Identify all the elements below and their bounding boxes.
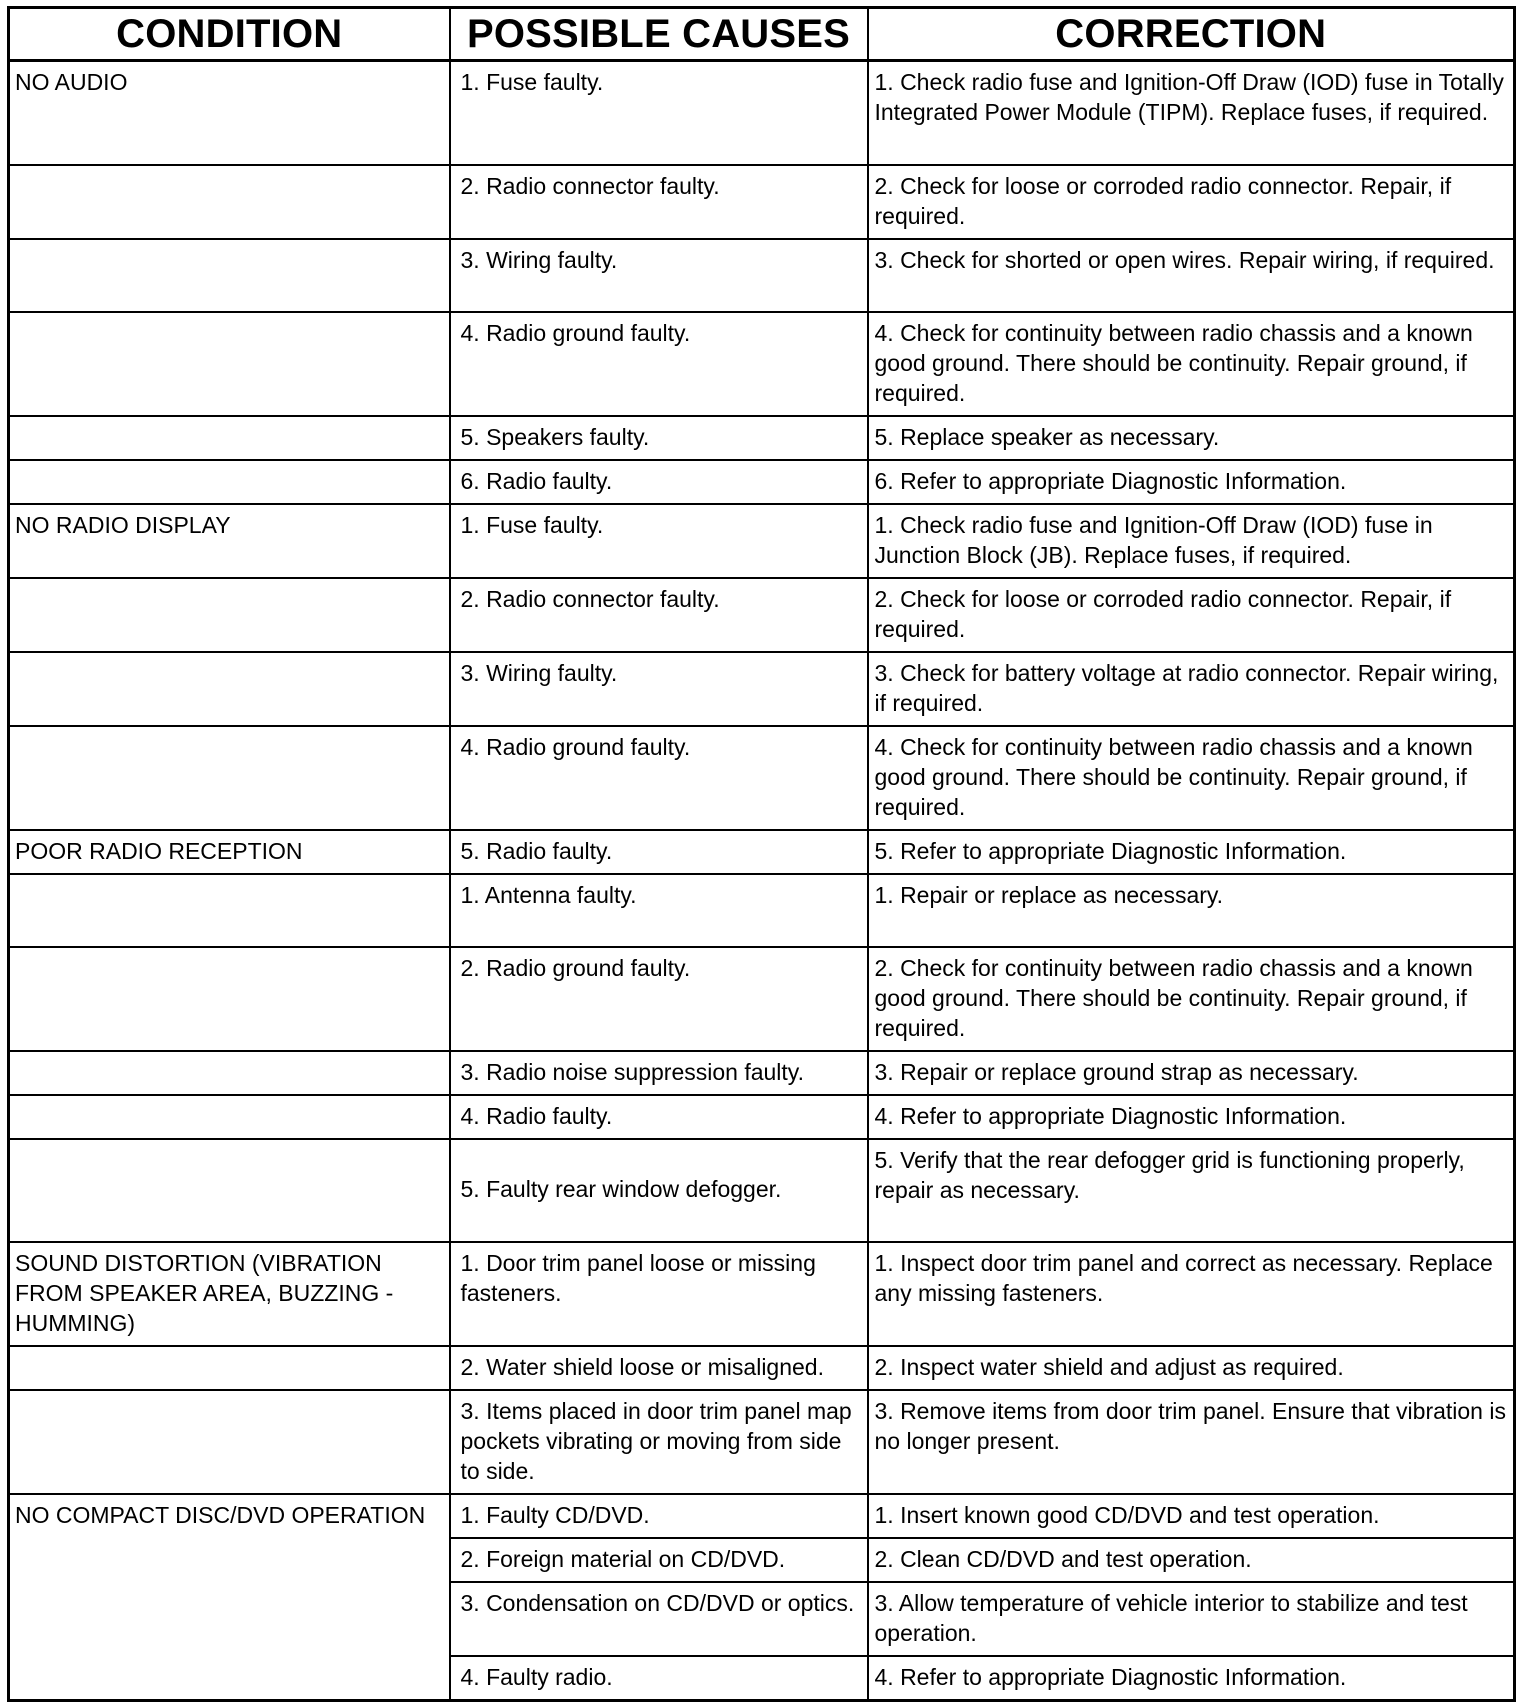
condition-cell [9,460,450,504]
condition-cell [9,652,450,726]
cause-cell: 4. Faulty radio. [450,1656,868,1701]
correction-cell: 5. Refer to appropriate Diagnostic Information. [868,830,1515,874]
cause-cell: 3. Radio noise suppression faulty. [450,1051,868,1095]
table-row [9,61,1515,165]
cause-cell: 1. Door trim panel loose or missing fasteners. [450,1242,868,1346]
correction-cell: 2. Check for loose or corroded radio connector. Repair, if required. [868,578,1515,652]
header-row [9,8,1515,61]
table-row [9,312,1515,416]
table-row [9,165,1515,239]
table-row [9,726,1515,830]
table-row [9,1139,1515,1242]
cause-cell: 2. Radio connector faulty. [450,165,868,239]
cause-cell: 3. Items placed in door trim panel map pockets vibrating or moving from side to side. [450,1390,868,1494]
correction-cell: 3. Check for battery voltage at radio connector. Repair wiring, if required. [868,652,1515,726]
cause-cell: 3. Condensation on CD/DVD or optics. [450,1582,868,1656]
correction-cell: 2. Check for loose or corroded radio connector. Repair, if required. [868,165,1515,239]
condition-cell [9,1095,450,1139]
diagnosis-table [7,6,1516,1702]
condition-cell [9,165,450,239]
header-possible-causes: POSSIBLE CAUSES [450,8,868,61]
table-row [9,830,1515,874]
correction-cell: 2. Clean CD/DVD and test operation. [868,1538,1515,1582]
table-row [9,504,1515,578]
table-row [9,1242,1515,1346]
correction-cell: 3. Allow temperature of vehicle interior to stabilize and test operation. [868,1582,1515,1656]
correction-cell: 5. Replace speaker as necessary. [868,416,1515,460]
condition-cell: NO COMPACT DISC/DVD OPERATION [9,1494,450,1701]
table-row [9,1095,1515,1139]
correction-cell: 1. Check radio fuse and Ignition-Off Draw (IOD) fuse in Totally Integrated Power Module (TIPM). Replace fuses, if required. [868,61,1515,165]
correction-cell: 3. Remove items from door trim panel. Ensure that vibration is no longer present. [868,1390,1515,1494]
cause-cell: 2. Radio connector faulty. [450,578,868,652]
table-row [9,416,1515,460]
cause-cell: 1. Faulty CD/DVD. [450,1494,868,1538]
correction-cell: 4. Refer to appropriate Diagnostic Information. [868,1095,1515,1139]
correction-cell: 4. Refer to appropriate Diagnostic Information. [868,1656,1515,1701]
cause-cell: 2. Water shield loose or misaligned. [450,1346,868,1390]
condition-cell [9,726,450,830]
cause-cell: 6. Radio faulty. [450,460,868,504]
condition-cell: POOR RADIO RECEPTION [9,830,450,874]
table-row [9,460,1515,504]
correction-cell: 3. Check for shorted or open wires. Repair wiring, if required. [868,239,1515,312]
correction-cell: 1. Inspect door trim panel and correct as necessary. Replace any missing fasteners. [868,1242,1515,1346]
condition-cell [9,1390,450,1494]
condition-cell [9,239,450,312]
cause-cell: 1. Fuse faulty. [450,61,868,165]
cause-cell: 2. Foreign material on CD/DVD. [450,1538,868,1582]
condition-cell [9,578,450,652]
condition-cell: SOUND DISTORTION (VIBRATION FROM SPEAKER AREA, BUZZING - HUMMING) [9,1242,450,1346]
correction-cell: 4. Check for continuity between radio chassis and a known good ground. There should be continuity. Repair ground, if required. [868,312,1515,416]
table-row [9,1494,1515,1538]
condition-cell [9,1346,450,1390]
cause-cell: 3. Wiring faulty. [450,239,868,312]
cause-cell: 4. Radio faulty. [450,1095,868,1139]
condition-cell [9,416,450,460]
table-row [9,874,1515,947]
correction-cell: 2. Check for continuity between radio chassis and a known good ground. There should be continuity. Repair ground, if required. [868,947,1515,1051]
correction-cell: 2. Inspect water shield and adjust as required. [868,1346,1515,1390]
cause-cell: 4. Radio ground faulty. [450,726,868,830]
cause-cell: 2. Radio ground faulty. [450,947,868,1051]
table-row [9,1346,1515,1390]
correction-cell: 1. Insert known good CD/DVD and test operation. [868,1494,1515,1538]
condition-cell [9,947,450,1051]
cause-cell: 5. Faulty rear window defogger. [450,1139,868,1242]
correction-cell: 5. Verify that the rear defogger grid is functioning properly, repair as necessary. [868,1139,1515,1242]
cause-cell: 1. Antenna faulty. [450,874,868,947]
correction-cell: 1. Repair or replace as necessary. [868,874,1515,947]
table-row [9,239,1515,312]
condition-cell [9,1051,450,1095]
correction-cell: 6. Refer to appropriate Diagnostic Information. [868,460,1515,504]
table-row [9,578,1515,652]
condition-cell: NO AUDIO [9,61,450,165]
cause-cell: 5. Speakers faulty. [450,416,868,460]
condition-cell [9,874,450,947]
correction-cell: 4. Check for continuity between radio chassis and a known good ground. There should be continuity. Repair ground, if required. [868,726,1515,830]
table-row [9,1390,1515,1494]
cause-cell: 5. Radio faulty. [450,830,868,874]
table-row [9,652,1515,726]
condition-cell: NO RADIO DISPLAY [9,504,450,578]
header-condition: CONDITION [9,8,450,61]
cause-cell: 1. Fuse faulty. [450,504,868,578]
cause-cell: 3. Wiring faulty. [450,652,868,726]
table-row [9,947,1515,1051]
correction-cell: 3. Repair or replace ground strap as necessary. [868,1051,1515,1095]
table-row [9,1051,1515,1095]
condition-cell [9,312,450,416]
cause-cell: 4. Radio ground faulty. [450,312,868,416]
correction-cell: 1. Check radio fuse and Ignition-Off Draw (IOD) fuse in Junction Block (JB). Replace fuses, if required. [868,504,1515,578]
condition-cell [9,1139,450,1242]
header-correction: CORRECTION [868,8,1515,61]
